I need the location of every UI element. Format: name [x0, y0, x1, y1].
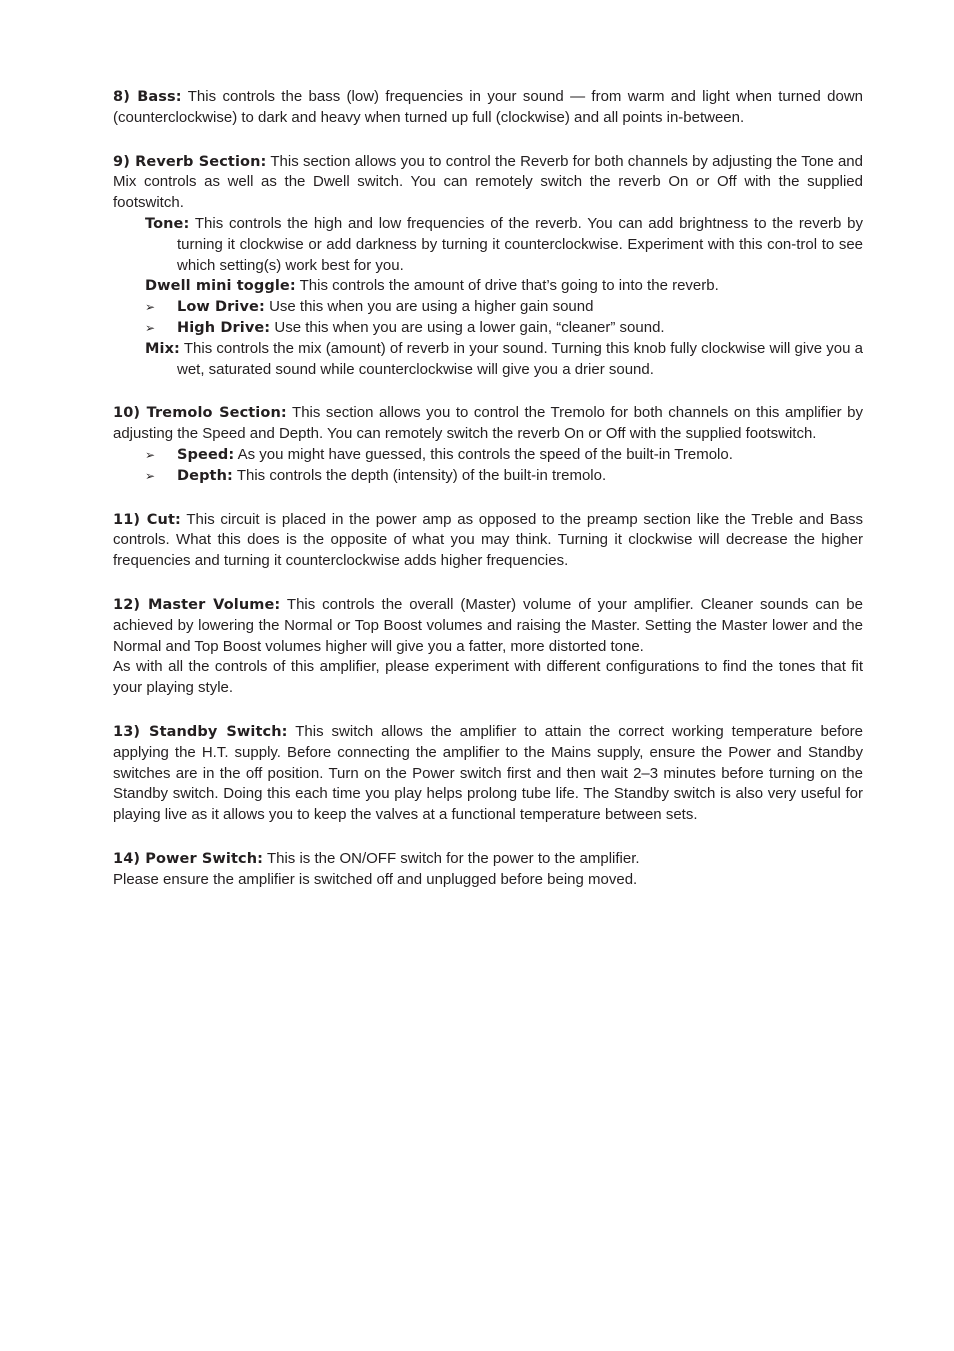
- tremolo-heading: 10) Tremolo Section:: [113, 405, 287, 422]
- low-drive-text: Use this when you are using a higher gain sound: [269, 298, 594, 316]
- speed-heading: Speed:: [177, 446, 235, 463]
- reverb-mix-item: [113, 339, 863, 381]
- reverb-dwell-text: This controls the amount of drive that’s going to into the reverb.: [299, 277, 719, 295]
- high-drive-heading: High Drive:: [177, 319, 271, 336]
- standby-paragraph: [113, 722, 863, 826]
- power-paragraph-2: Please ensure the amplifier is switched off and unplugged before being moved.: [113, 870, 638, 888]
- power-paragraph: [113, 849, 863, 870]
- arrow-bullet-icon: ➢: [145, 468, 156, 483]
- reverb-paragraph: [113, 152, 863, 214]
- master-heading: 12) Master Volume:: [113, 596, 281, 613]
- tremolo-paragraph: [113, 403, 863, 445]
- master-paragraph-2: As with all the controls of this amplifier, please experiment with different configurations to find the tones that fit your playing style.: [113, 658, 863, 697]
- cut-section: [113, 510, 863, 572]
- master-text: This controls the overall (Master) volume of your amplifier. Cleaner sounds can be achieved by lowering the Normal or Top Boost volumes and raising the Master. Setting the Master lower and the Normal and Top Boost volumes higher will give you a fatter, more distorted tone.: [113, 595, 863, 655]
- standby-text: This switch allows the amplifier to attain the correct working temperature before applying the H.T. supply. Before connecting the amplifier to the Mains supply, ensure the Power and Standby switches are in the off position. Turn on the Power switch first and then wait 2–3 minutes before turning on the Standby switch. Doing this each time you play helps prolong tube life. The Standby switch is also very useful for playing live as it allows you to keep the valves at a functional temperature between sets.: [113, 722, 864, 824]
- reverb-mix-heading: Mix:: [145, 340, 180, 357]
- low-drive-heading: Low Drive:: [177, 299, 265, 316]
- arrow-bullet-icon: ➢: [145, 320, 156, 335]
- reverb-tone-heading: Tone:: [145, 215, 190, 232]
- reverb-bullet-low-drive: [113, 297, 863, 318]
- reverb-tone-text: This controls the high and low frequencies of the reverb. You can add brightness to the reverb by turning it clockwise or add darkness by turning it counterclockwise. Experiment with this con-trol to see which setting(s) work best for you.: [177, 214, 863, 274]
- power-text: This is the ON/OFF switch for the power to the amplifier.: [266, 849, 640, 867]
- reverb-tone-item: [113, 214, 863, 276]
- master-paragraph: [113, 595, 863, 657]
- bass-paragraph: [113, 87, 863, 129]
- reverb-section: [113, 152, 863, 381]
- tremolo-bullet-speed: [113, 445, 863, 466]
- reverb-text: This section allows you to control the Reverb for both channels by adjusting the Tone and Mix controls as well as the Dwell switch. You can remotely switch the reverb On or Off with the supplied footswitch.: [113, 152, 863, 212]
- bass-text: This controls the bass (low) frequencies in your sound — from warm and light when turned down (counterclockwise) to dark and heavy when turned up full (clockwise) and all points in-between.: [113, 88, 863, 126]
- depth-text: This controls the depth (intensity) of the built-in tremolo.: [236, 466, 607, 484]
- depth-heading: Depth:: [177, 467, 233, 484]
- tremolo-bullet-depth: [113, 466, 863, 487]
- reverb-heading: 9) Reverb Section:: [113, 153, 267, 170]
- cut-paragraph: [113, 510, 863, 572]
- standby-section: [113, 722, 863, 826]
- document-body: [113, 87, 863, 914]
- high-drive-text: Use this when you are using a lower gain, “cleaner” sound.: [274, 318, 665, 336]
- reverb-dwell-item: [113, 276, 863, 297]
- bass-section: [113, 87, 863, 129]
- cut-heading: 11) Cut:: [113, 511, 181, 528]
- power-section: [113, 849, 863, 891]
- tremolo-text: This section allows you to control the Tremolo for both channels on this amplifier by adjusting the Speed and Depth. You can remotely switch the reverb On or Off with the supplied footswitch.: [113, 404, 863, 443]
- reverb-bullet-high-drive: [113, 318, 863, 339]
- standby-heading: 13) Standby Switch:: [113, 723, 288, 740]
- arrow-bullet-icon: ➢: [145, 447, 156, 462]
- speed-text: As you might have guessed, this controls the speed of the built-in Tremolo.: [237, 445, 733, 463]
- arrow-bullet-icon: ➢: [145, 300, 156, 315]
- reverb-mix-text: This controls the mix (amount) of reverb in your sound. Turning this knob fully clockwise will give you a wet, saturated sound while counterclockwise will give you a drier sound.: [177, 339, 863, 378]
- tremolo-section: [113, 403, 863, 486]
- master-section: [113, 595, 863, 699]
- bass-heading: 8) Bass:: [113, 89, 182, 105]
- cut-text: This circuit is placed in the power amp as opposed to the preamp section like the Treble and Bass controls. What this does is the opposite of what you may think. Turning it clockwise will decrease the higher frequencies and turning it counterclockwise adds higher frequencies.: [113, 510, 863, 570]
- reverb-dwell-heading: Dwell mini toggle:: [145, 278, 296, 295]
- power-heading: 14) Power Switch:: [113, 850, 264, 867]
